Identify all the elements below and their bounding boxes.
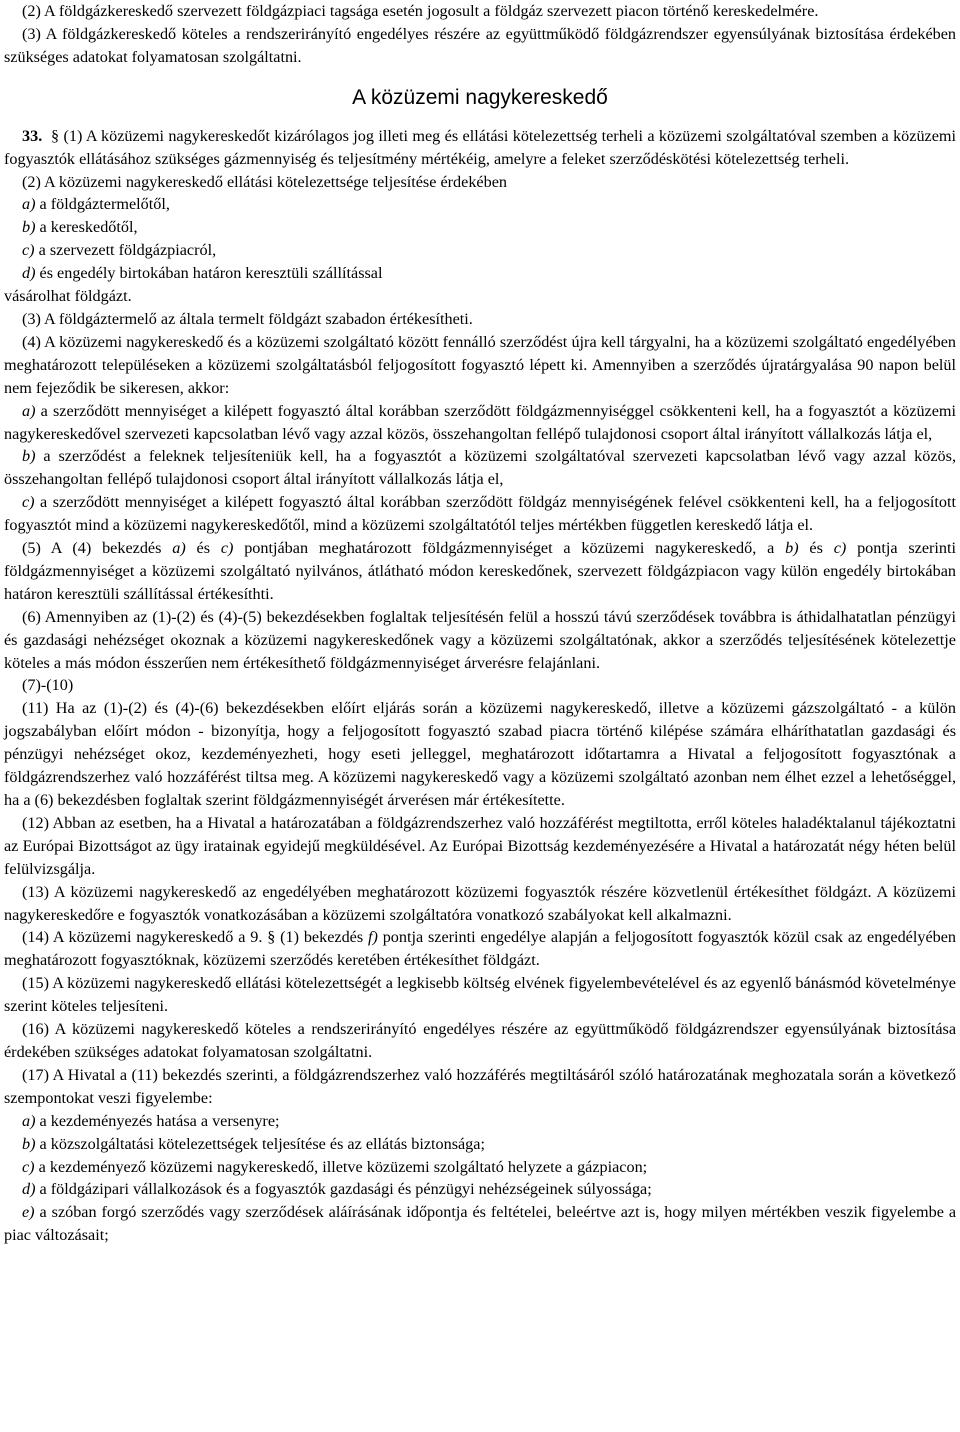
list-item-text: és engedély birtokában határon keresztüli szállítással xyxy=(35,264,383,283)
section-33-paragraph-1 xyxy=(4,125,956,171)
list-item-text: a földgáztermelőtől, xyxy=(35,195,170,214)
point-reference: f) xyxy=(367,928,378,947)
list-item-label: c) xyxy=(22,493,35,512)
section-33-paragraph-6: (6) Amennyiben az (1)-(2) és (4)-(5) bekezdésekben foglaltak teljesítésén felül a hosszú távú szerződések továbbra is áthidalhatatlan pénzügyi és gazdasági nehézséget okoznak a közüzemi nagykereskedőnek vagy a közüzemi szolgáltatónak, akkor a szerződés teljesítésének kötelezettje köteles a más módon ésszerűen nem értékesíthető földgázmennyiséget árverésre felajánlani. xyxy=(4,607,956,672)
list-item xyxy=(4,193,956,216)
text-segment: pontjában meghatározott földgázmennyiséget a közüzemi nagykereskedő, a xyxy=(233,539,786,558)
section-33-paragraph-17: (17) A Hivatal a (11) bekezdés szerinti, a földgázrendszerhez való hozzáférés megtiltásáról szóló határozatának meghozatala során a következő szempontokat veszi figyelembe: xyxy=(4,1065,956,1107)
list-item-text: a szerződött mennyiséget a kilépett fogyasztó által korábban szerződött földgázmennyiséggel csökkenteni kell, ha a fogyasztót a közüzemi nagykereskedővel szervezeti kapcsolatban lévő vagy azzal közös, összehangoltan fellépő tulajdonosi csoport által irányított vállalkozás látja el, xyxy=(4,401,956,443)
list-item-text: a földgázipari vállalkozások és a fogyasztók gazdasági és pénzügyi nehézségeinek súlyossága; xyxy=(35,1180,652,1199)
section-33-paragraph-13: (13) A közüzemi nagykereskedő az engedélyében meghatározott közüzemi fogyasztók részére közvetlenül értékesíthet földgázt. A közüzemi nagykereskedőre e fogyasztók vonatkozásában a közüzemi szolgáltatóra vonatkozó szabályokat kell alkalmazni. xyxy=(4,882,956,924)
point-reference: b) xyxy=(785,539,799,558)
list-item-label: c) xyxy=(22,1157,35,1176)
point-reference: a) xyxy=(172,539,186,558)
list-item-label: d) xyxy=(22,1180,36,1199)
list-item-label: b) xyxy=(22,218,36,237)
list-item-label: c) xyxy=(22,241,35,260)
list-item-text: a közszolgáltatási kötelezettségek teljesítése és az ellátás biztonsága; xyxy=(35,1134,485,1153)
section-heading: A közüzemi nagykereskedő xyxy=(352,85,608,109)
section-33-paragraph-12: (12) Abban az esetben, ha a Hivatal a határozatában a földgázrendszerhez való hozzáférést megtiltotta, erről köteles haladéktalanul tájékoztatni az Európai Bizottságot az ügy iratainak egyidejű megküldésével. Az Európai Bizottság kezdeményezésére a Hivatal a határozatát négy héten belül felülvizsgálja. xyxy=(4,813,956,878)
text-segment: (14) A közüzemi nagykereskedő a 9. § (1) bekezdés xyxy=(22,928,368,947)
section-33-paragraph-11: (11) Ha az (1)-(2) és (4)-(6) bekezdésekben előírt eljárás során a közüzemi nagykereskedő, illetve a közüzemi gázszolgáltató - a külön jogszabályban előírt módon - bizonyítja, hogy a feljogosított fogyasztó szabad piacra történő kilépése számára elháríthatatlan gazdasági és pénzügyi nehézséget okoz, kezdeményezheti, hogy eseti jelleggel, meghatározott időtartamra a Hivatal a feljogosított fogyasztónak a földgázrendszerhez való hozzáférést tiltsa meg. A közüzemi nagykereskedő vagy a közüzemi szolgáltató azonban nem élhet ezzel a lehetőséggel, ha a (6) bekezdésben foglaltak szerint földgázmennyiségét árverésen már értékesítette. xyxy=(4,699,956,809)
list-item xyxy=(4,262,956,285)
list-item xyxy=(4,491,956,537)
list-item xyxy=(4,1156,956,1179)
paragraph-intro-3: (3) A földgázkereskedő köteles a rendszerirányító engedélyes részére az együttműködő földgázrendszer egyensúlyának biztosítása érdekében szükséges adatokat folyamatosan szolgáltatni. xyxy=(4,24,956,66)
list-item xyxy=(4,239,956,262)
section-33-paragraph-16: (16) A közüzemi nagykereskedő köteles a rendszerirányító engedélyes részére az együttműködő földgázrendszer egyensúlyának biztosítása érdekében szükséges adatokat folyamatosan szolgáltatni. xyxy=(4,1020,956,1061)
section-33-paragraph-4: (4) A közüzemi nagykereskedő és a közüzemi szolgáltató között fennálló szerződést újra kell tárgyalni, ha a közüzemi szolgáltató engedélyében meghatározott településeken a közüzemi szolgáltatásból feljogosított fogyasztó lépett ki. Amennyiben a szerződés újratárgyalása 90 napon belül nem fejeződik be sikeresen, akkor: xyxy=(4,332,956,397)
list-item-text: a kezdeményezés hatása a versenyre; xyxy=(35,1111,280,1130)
list-item xyxy=(4,400,956,446)
text-segment: és xyxy=(798,539,834,558)
list-item-text: a kezdeményező közüzemi nagykereskedő, illetve közüzemi szolgáltató helyzete a gázpiacon; xyxy=(34,1157,648,1176)
list-item-text: a szerződést a feleknek teljesíteniük kell, ha a fogyasztót a közüzemi szolgáltatóval szervezeti kapcsolatban lévő vagy azzal közös, összehangoltan fellépő tulajdonosi csoport által irányított vállalkozás látja el, xyxy=(4,447,956,489)
section-33-paragraph-14 xyxy=(4,926,956,972)
section-33-paragraph-5 xyxy=(4,537,956,606)
list-item-label: b) xyxy=(22,1134,36,1153)
section-33-paragraph-3: (3) A földgáztermelő az általa termelt földgázt szabadon értékesítheti. xyxy=(22,309,473,328)
section-33-paragraph-2: (2) A közüzemi nagykereskedő ellátási kötelezettsége teljesítése érdekében xyxy=(22,172,507,191)
list-item xyxy=(4,445,956,491)
list-item-label: d) xyxy=(22,264,36,283)
list-item-label: e) xyxy=(22,1203,35,1222)
list-item xyxy=(4,1133,956,1156)
list-item xyxy=(4,1110,956,1133)
list-item xyxy=(4,1201,956,1247)
section-33-paragraph-15: (15) A közüzemi nagykereskedő ellátási kötelezettségét a legkisebb költség elvének figyelembevételével és az egyenlő bánásmód követelménye szerint köteles teljesíteni. xyxy=(4,974,956,1016)
point-reference: c) xyxy=(833,539,847,558)
list-item-label: a) xyxy=(22,1111,36,1130)
text-segment: és xyxy=(185,539,221,558)
list-item-text: a szerződött mennyiséget a kilépett fogyasztó által korábban szerződött földgáz mennyiségének felével csökkenteni kell, ha a feljogosított fogyasztót mind a közüzemi nagykereskedőtől, mind a közüzemi szolgáltatótól teljes mértékben független kereskedő látja el. xyxy=(4,493,956,535)
list-item-label: a) xyxy=(22,195,36,214)
text-segment: pontja szerinti engedélye alapján a feljogosított fogyasztók közül csak az engedélyében meghatározott fogyasztóknak, közüzemi szerződés keretében értékesíthet földgázt. xyxy=(4,928,956,970)
list-item-label: a) xyxy=(22,401,36,420)
text-segment: pontja szerinti földgázmennyiséget a közüzemi szolgáltató nyilvános, átlátható módon kereskedőnek, szervezett földgázpiacon vagy külön engedély birtokában határon keresztüli szállítással értékesíthti. xyxy=(4,539,956,603)
section-33-paragraph-7-10: (7)-(10) xyxy=(22,676,74,695)
list-item-text: a kereskedőtől, xyxy=(35,218,138,237)
section-33-p1-text: § (1) A közüzemi nagykereskedőt kizárólagos jog illeti meg és ellátási kötelezettség terheli a közüzemi szolgáltatóval szemben a közüzemi fogyasztók ellátásához szükséges gázmennyiség és teljesítmény mértékéig, amelyre a feleket szerződéskötési kötelezettség terheli. xyxy=(4,126,957,168)
list-item xyxy=(4,1178,956,1201)
list-item-text: a szervezett földgázpiacról, xyxy=(34,241,217,260)
list-item xyxy=(4,216,956,239)
paragraph-intro-2: (2) A földgázkereskedő szervezett földgázpiaci tagsága esetén jogosult a földgáz szervezett piacon történő kereskedelmére. xyxy=(22,2,819,20)
list-item-text: a szóban forgó szerződés vagy szerződések aláírásának időpontja és feltételei, beleértve azt is, hogy milyen mértékben veszik figyelembe a piac változásait; xyxy=(4,1203,956,1245)
text-segment: (5) A (4) bekezdés xyxy=(22,539,173,558)
section-33-paragraph-2-end: vásárolhat földgázt. xyxy=(4,287,132,306)
point-reference: c) xyxy=(220,539,234,558)
section-number: 33. xyxy=(22,126,43,145)
list-item-label: b) xyxy=(22,447,36,466)
